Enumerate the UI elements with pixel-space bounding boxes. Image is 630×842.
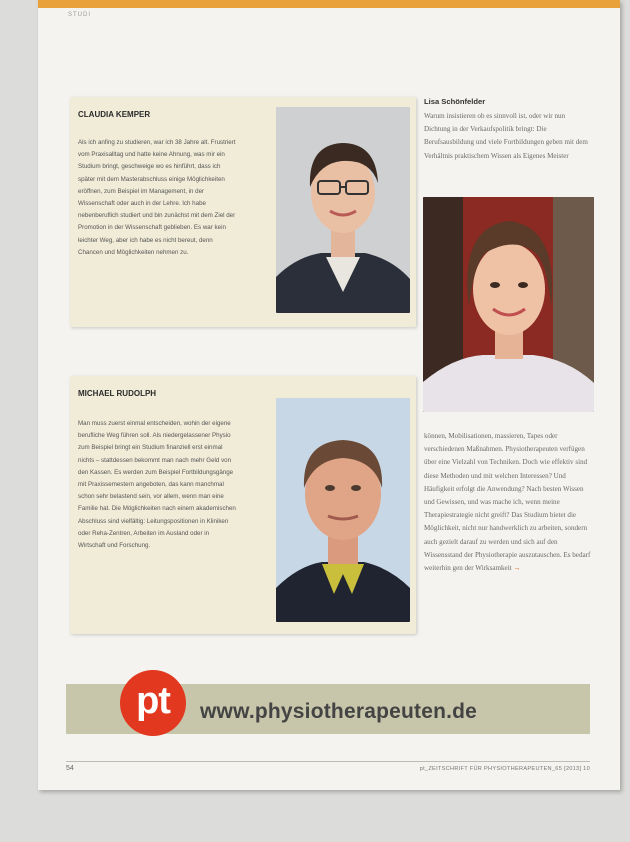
- profile-text: Als ich anfing zu studieren, war ich 38 Jahre alt. Frustriert vom Praxisalltag und hatte keine Ahnung, was mir ein Studium bringt, geschweige wo es hinführt, dass ich später mit dem Masterabschluss einige Möglichkeiten eröffnen, zum Beispiel im Management, in der Wissenschaft oder auch in der Lehre. Ich habe nebenberuflich studiert und bin zunächst mit dem Ziel der Promotion in der Wissenschaft geblieben. Es war kein leichter Weg, aber ich habe es nicht bereut, denn Chancen und Möglichkeiten nehmen zu.: [78, 139, 236, 256]
- column-text-top: Warum insistieren ob es sinnvoll ist, oder wir nun Dichtung in der Verkaufspolitik bringt: Die Berufsausbildung und viele Fortbildungen geben mit dem Verhältnis praktischem Wissen als Eigenes Meister: [424, 112, 588, 160]
- portrait-photo-man: [276, 398, 410, 622]
- magazine-page: [38, 0, 620, 790]
- profile-name: CLAUDIA KEMPER: [78, 110, 151, 119]
- column-body: können, Mobilisationen, massieren, Tapes oder verschiedenen Maßnahmen. Physiotherapeuten verfügen über eine Vielzahl von Techniken. Doch wie effektiv sind diese Methoden und mit welchen Interessen? Und Häufigkeit erfolgt die Anwendung? Nach besten Wissen und Gewissen, und was mache ich, wenn meine Therapiestrategie nicht greift? Das Studium bietet die Möglichkeit, nicht nur handwerklich zu arbeiten, sondern auch gezielt darauf zu werden und sich auf den Wissensstand der Physiotherapie auszutauschen. Es bedarf weiterhin gen der Wirksamkeit: [424, 432, 591, 573]
- top-accent-bar: [38, 0, 620, 8]
- footer-divider: [66, 761, 590, 762]
- banner-url-link[interactable]: www.physiotherapeuten.de: [200, 700, 478, 723]
- continue-arrow-icon: →: [513, 564, 521, 573]
- column-author-name: Lisa Schönfelder: [424, 97, 486, 106]
- profile-text: Man muss zuerst einmal entscheiden, wohin der eigene berufliche Weg führen soll. Als niedergelassener Physio zum Beispiel bringt ein Studium finanziell erst einmal nichts – stattdessen bekommt man nach mehr Geld von den Kassen. Es werden zum Beispiel Fortbildungsgänge mit Praxissemestern angeboten, das kann manchmal schon sehr belastend sein, vor allem, wenn man eine Familie hat. Die Möglichkeiten nach einem akademischen Abschluss sind vielfältig: Leitungspositionen in Kliniken oder Reha-Zentren, Arbeiten im Ausland oder in Wirtschaft und Forschung.: [78, 420, 236, 550]
- portrait-photo-young-woman: [423, 197, 594, 412]
- profile-name: MICHAEL RUDOLPH: [78, 389, 157, 398]
- profile-box-claudia-kemper: [70, 97, 416, 327]
- running-head: STUDI: [68, 12, 91, 18]
- pt-logo: pt: [120, 670, 186, 736]
- page-number: 54: [66, 765, 74, 772]
- publication-footer: pt_ZEITSCHRIFT FÜR PHYSIOTHERAPEUTEN_65 [2013] 10: [419, 766, 590, 772]
- portrait-photo-woman-glasses: [276, 107, 410, 313]
- profile-box-michael-rudolph: [70, 376, 416, 634]
- column-text-bottom: [424, 430, 592, 575]
